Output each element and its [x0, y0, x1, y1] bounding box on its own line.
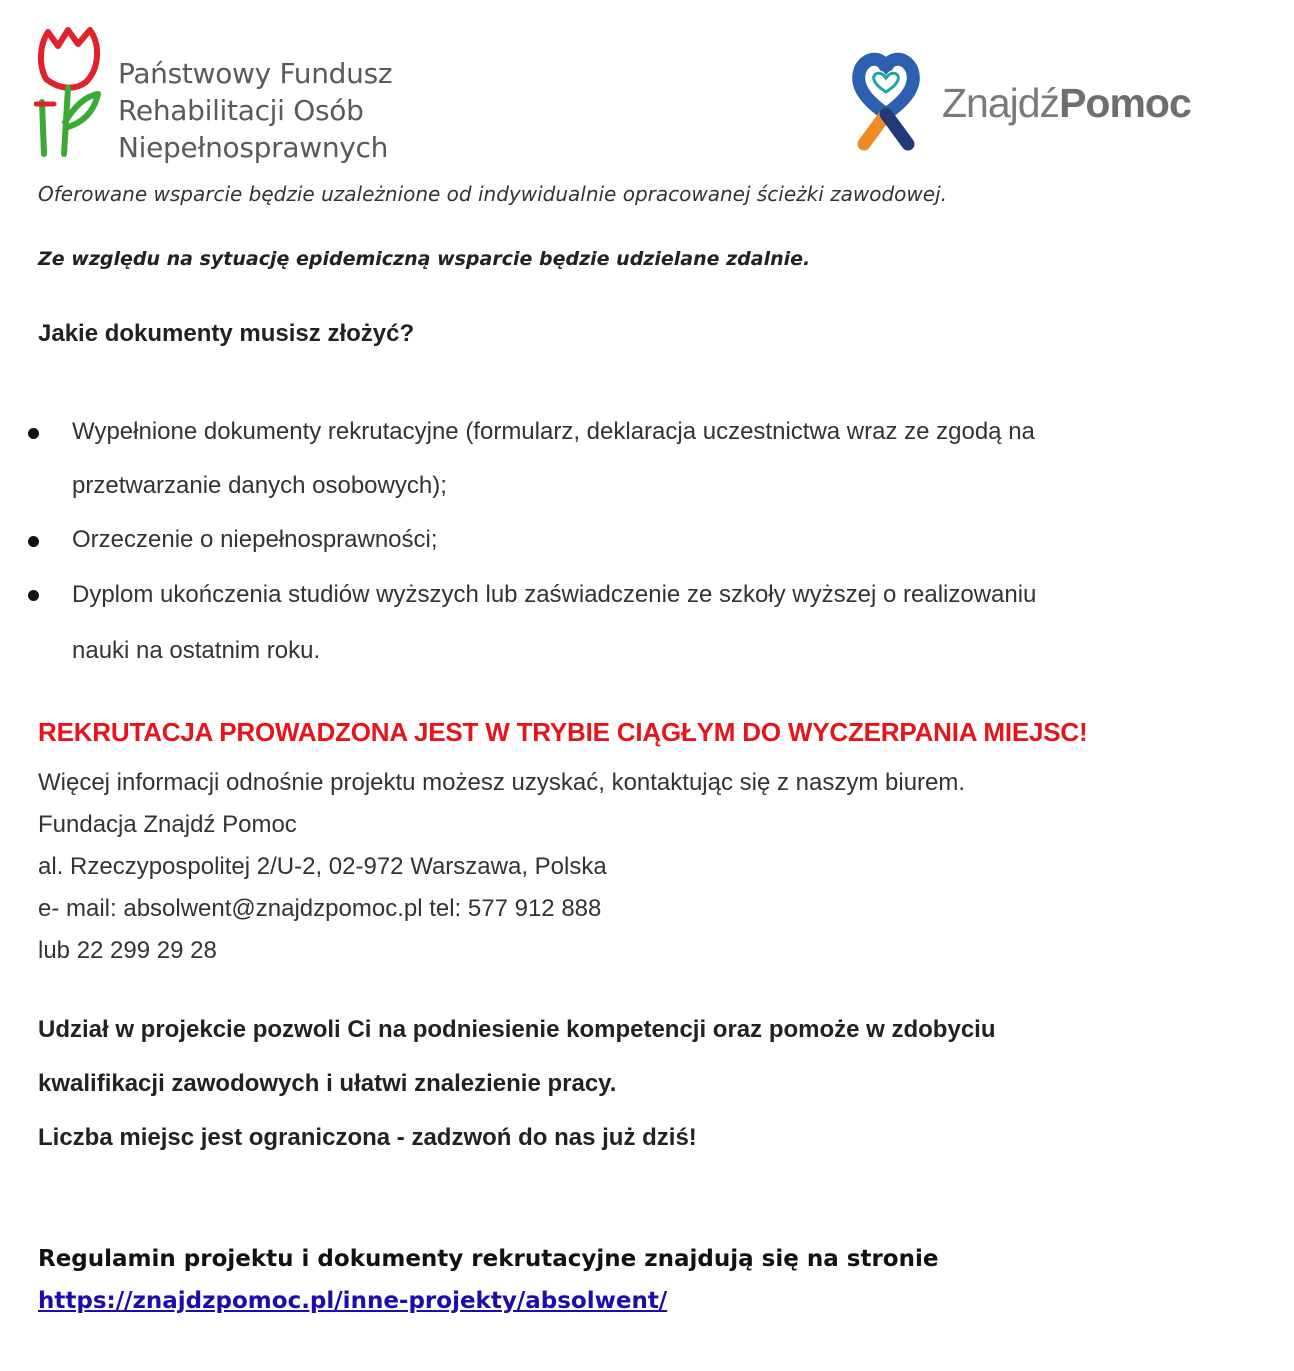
- list-item-line: Orzeczenie o niepełnosprawności;: [72, 526, 438, 553]
- bullet-icon: [28, 428, 39, 439]
- ribbon-heart-logo-icon: [850, 52, 922, 152]
- list-item: [22, 567, 1222, 679]
- pfron-line-2: Rehabilitacji Osób: [118, 94, 364, 127]
- pfron-logo: [34, 24, 414, 164]
- tulip-logo-icon: [34, 24, 104, 159]
- bullet-icon: [28, 590, 39, 601]
- pfron-line-3: Niepełnosprawnych: [118, 131, 389, 164]
- project-link[interactable]: https://znajdzpomoc.pl/inne-projekty/absolwent/: [38, 1288, 668, 1314]
- benefit-line: Udział w projekcie pozwoli Ci na podniesienie kompetencji oraz pomoże w zdobyciu: [38, 1016, 996, 1043]
- contact-line: al. Rzeczypospolitej 2/U-2, 02-972 Warszawa, Polska: [38, 853, 607, 880]
- contact-line: e- mail: absolwent@znajdzpomoc.pl tel: 577 912 888: [38, 895, 602, 922]
- bullet-icon: [28, 536, 39, 547]
- epidemic-note: Ze względu na sytuację epidemiczną wsparcie będzie udzielane zdalnie.: [38, 248, 811, 270]
- intro-text: Oferowane wsparcie będzie uzależnione od indywidualnie opracowanej ścieżki zawodowej.: [38, 182, 947, 206]
- list-item-line: przetwarzanie danych osobowych);: [72, 472, 447, 499]
- wordmark-bold: Pomoc: [1059, 80, 1191, 126]
- wordmark-light: Znajdź: [942, 80, 1060, 126]
- list-item-line: nauki na ostatnim roku.: [72, 637, 321, 664]
- recruitment-notice: REKRUTACJA PROWADZONA JEST W TRYBIE CIĄGŁYM DO WYCZERPANIA MIEJSC!: [38, 717, 1088, 747]
- pfron-name: [118, 55, 392, 166]
- znajdz-pomoc-logo: [850, 52, 1210, 152]
- documents-heading: Jakie dokumenty musisz złożyć?: [38, 320, 415, 347]
- regulations-text: Regulamin projektu i dokumenty rekrutacyjne znajdują się na stronie: [38, 1246, 939, 1272]
- list-item-line: Wypełnione dokumenty rekrutacyjne (formularz, deklaracja uczestnictwa wraz ze zgodą na: [72, 418, 1035, 445]
- contact-block: [38, 762, 965, 972]
- documents-list: [22, 405, 1222, 679]
- pfron-line-1: Państwowy Fundusz: [118, 57, 393, 90]
- contact-line: lub 22 299 29 28: [38, 937, 217, 964]
- contact-line: Fundacja Znajdź Pomoc: [38, 811, 297, 838]
- benefit-line: kwalifikacji zawodowych i ułatwi znalezienie pracy.: [38, 1070, 617, 1097]
- benefit-block: [38, 1003, 996, 1165]
- list-item-line: Dyplom ukończenia studiów wyższych lub zaświadczenie ze szkoły wyższej o realizowaniu: [72, 581, 1037, 608]
- list-item: [22, 513, 1222, 567]
- znajdz-pomoc-wordmark: [942, 80, 1191, 127]
- list-item: [22, 405, 1222, 513]
- contact-line: Więcej informacji odnośnie projektu możesz uzyskać, kontaktując się z naszym biurem.: [38, 769, 966, 796]
- benefit-line: Liczba miejsc jest ograniczona - zadzwoń do nas już dziś!: [38, 1124, 697, 1151]
